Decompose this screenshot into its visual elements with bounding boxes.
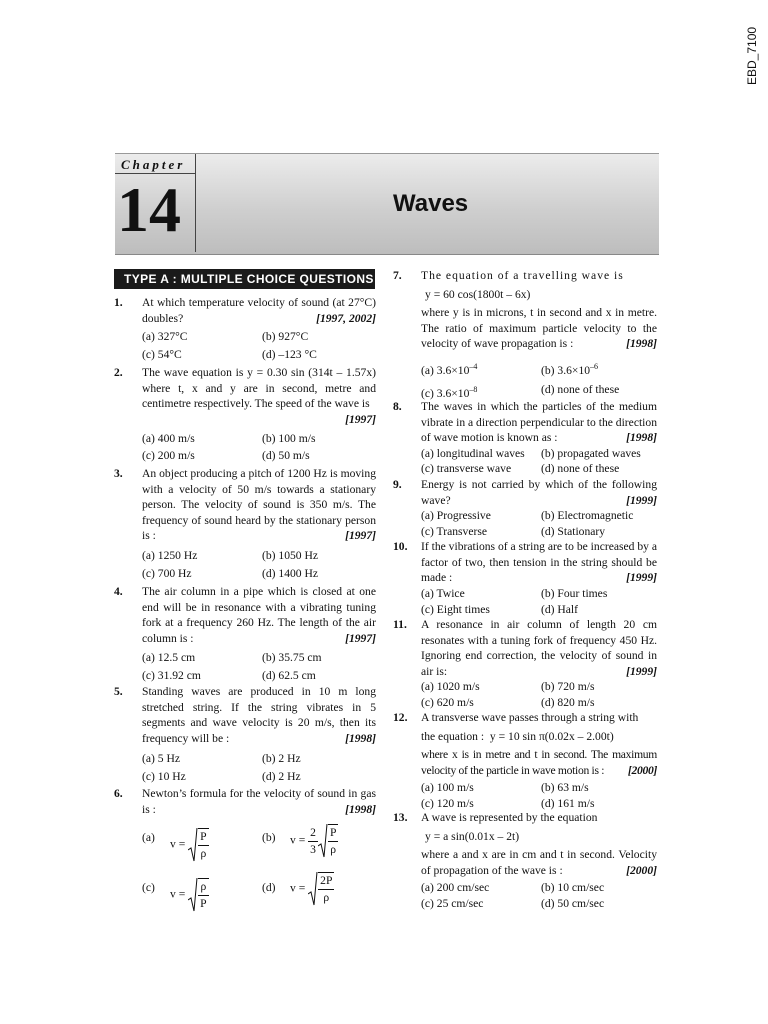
equation: y = 10 sin π(0.02x – 2.00t) [489, 729, 614, 743]
option-d[interactable]: (d) 50 m/s [262, 449, 310, 462]
question-year: [1997] [345, 529, 376, 543]
equation-prefix: the equation : [421, 729, 485, 743]
numerator: 2P [318, 873, 334, 890]
question-stem: Standing waves are produced in 10 m long stretched string. If the string vibrates in 5 segments and wave velocity is 20 m/s, then its frequency will be : [142, 685, 376, 745]
question-text [421, 399, 657, 446]
question-year: [1997] [345, 412, 376, 426]
question-number: 10. [393, 540, 408, 553]
option-label: (d) [262, 881, 276, 894]
exponent: –8 [469, 385, 478, 394]
question-text [142, 584, 376, 646]
option-c[interactable]: (c) 54°C [142, 348, 182, 361]
question-text [142, 365, 376, 427]
question-number: 7. [393, 269, 402, 282]
formula-v: v = [170, 887, 186, 901]
numerator: 2 [308, 825, 318, 842]
question-year: [1998] [626, 431, 657, 445]
question-number: 11. [393, 618, 407, 631]
question-stem: The air column in a pipe which is closed at one end will be in resonance with a vibrating tuning fork at a frequency 260 Hz. The length of the air column is : [142, 585, 376, 645]
denominator: 3 [310, 842, 316, 856]
option-b[interactable]: (b) 10 cm/sec [541, 881, 605, 894]
option-a[interactable] [421, 359, 477, 378]
question-year: [2000] [626, 863, 657, 877]
question-year: [1999] [626, 571, 657, 585]
option-a[interactable]: (a) Twice [421, 587, 465, 600]
option-b[interactable]: (b) 63 m/s [541, 781, 589, 794]
formula-v: v = [290, 833, 306, 847]
option-a[interactable]: (a) 5 Hz [142, 752, 180, 765]
option-b[interactable] [262, 825, 337, 856]
question-text [421, 617, 657, 679]
option-d[interactable]: (d) none of these [541, 383, 620, 396]
option-d[interactable]: (d) none of these [541, 462, 620, 475]
question-stem-cont: where x is in metre and t in second. The maximum velocity of the particle in wave motion is : [421, 748, 657, 777]
question-text [421, 710, 657, 778]
question-number: 5. [114, 685, 123, 698]
formula-d [290, 872, 334, 906]
question-text [142, 466, 376, 544]
option-d[interactable]: (d) 62.5 cm [262, 669, 316, 682]
question-year: [1997, 2002] [316, 311, 376, 325]
option-a[interactable]: (a) 400 m/s [142, 432, 195, 445]
question-year: [1998] [626, 337, 657, 351]
chapter-banner [115, 153, 659, 255]
chapter-label: Chapter [121, 157, 186, 172]
question-stem-2 [421, 305, 657, 352]
option-b[interactable] [541, 359, 598, 378]
question-number: 6. [114, 787, 123, 800]
numerator: P [198, 829, 208, 846]
page-code-text: EBD_7100 [745, 26, 759, 85]
option-c[interactable]: (c) Transverse [421, 525, 488, 538]
option-d[interactable]: (d) 1400 Hz [262, 567, 319, 580]
fraction [328, 824, 338, 857]
fraction [198, 828, 208, 861]
option-b[interactable]: (b) 720 m/s [541, 680, 595, 693]
question-text [421, 810, 657, 878]
exponent: –4 [469, 362, 478, 371]
question-stem: Energy is not carried by which of the following wave? [421, 478, 657, 507]
option-b[interactable]: (b) 2 Hz [262, 752, 301, 765]
option-a[interactable]: (a) 100 m/s [421, 781, 474, 794]
option-c[interactable]: (c) 25 cm/sec [421, 897, 484, 910]
question-stem: The waves in which the particles of the medium vibrate in a direction perpendicular to the direction of wave motion is known as : [421, 400, 657, 445]
option-label: (a) [142, 831, 155, 844]
question-year: [2000] [627, 763, 657, 777]
question-year: [1997] [345, 631, 376, 645]
option-c[interactable]: (c) transverse wave [421, 462, 512, 475]
numerator: P [328, 825, 338, 842]
option-a[interactable]: (a) 200 cm/sec [421, 881, 490, 894]
equation-line [421, 729, 657, 745]
question-text [142, 295, 376, 326]
option-c[interactable]: (c) 700 Hz [142, 567, 192, 580]
option-d[interactable]: (d) 820 m/s [541, 696, 595, 709]
question-stem-2 [421, 747, 657, 778]
question-stem: A wave is represented by the equation [421, 811, 598, 824]
formula-b [290, 824, 338, 858]
option-d[interactable] [262, 874, 333, 904]
chapter-title: Waves [393, 190, 469, 217]
fraction [198, 878, 208, 911]
option-b[interactable]: (b) 1050 Hz [262, 549, 319, 562]
option-a[interactable]: (a) 12.5 cm [142, 651, 196, 664]
question-stem: A transverse wave passes through a string with [421, 711, 639, 724]
chapter-box [115, 154, 196, 252]
sqrt-sign [308, 872, 318, 906]
denominator: ρ [323, 891, 330, 904]
question-year: [1998] [345, 802, 376, 816]
question-number: 9. [393, 478, 402, 491]
option-c[interactable]: (c) 120 m/s [421, 797, 474, 810]
option-text: (a) 3.6×10 [421, 363, 470, 377]
option-b[interactable]: (b) 927°C [262, 330, 309, 343]
numerator: ρ [198, 879, 208, 896]
equation: y = a sin(0.01x – 2t) [425, 829, 520, 843]
option-a[interactable]: (a) 327°C [142, 330, 188, 343]
question-text [142, 786, 376, 817]
option-c[interactable]: (c) 620 m/s [421, 696, 474, 709]
question-stem: A resonance in air column of length 20 cm resonates with a tuning fork of frequency 450 Hz. Ignoring end correction, the velocity of sound in air is: [421, 618, 657, 678]
option-d[interactable]: (d) Stationary [541, 525, 606, 538]
question-year: [1999] [626, 664, 657, 678]
question-number: 3. [114, 467, 123, 480]
option-b[interactable]: (b) Four times [541, 587, 608, 600]
option-b[interactable]: (b) 100 m/s [262, 432, 316, 445]
exponent: –6 [590, 362, 599, 371]
option-b[interactable]: (b) 35.75 cm [262, 651, 322, 664]
option-c[interactable] [142, 880, 207, 910]
option-d[interactable]: (d) 161 m/s [541, 797, 595, 810]
option-text: (c) 3.6×10 [421, 386, 470, 400]
option-label: (b) [262, 831, 276, 844]
formula-v: v = [290, 881, 306, 895]
denominator: ρ [330, 843, 337, 856]
option-a[interactable]: (a) Progressive [421, 509, 491, 522]
section-heading: TYPE A : MULTIPLE CHOICE QUESTIONS [114, 269, 375, 289]
option-b[interactable]: (b) propagated waves [541, 447, 641, 460]
question-number: 13. [393, 811, 408, 824]
question-text [421, 539, 657, 586]
option-d[interactable]: (d) –123 °C [262, 348, 317, 361]
option-d[interactable]: (d) Half [541, 603, 579, 616]
option-d[interactable]: (d) 2 Hz [262, 770, 301, 783]
question-stem: The equation of a travelling wave is [421, 269, 624, 282]
option-text: (b) 3.6×10 [541, 363, 591, 377]
sqrt-sign [188, 828, 198, 862]
option-c[interactable]: (c) 10 Hz [142, 770, 186, 783]
option-b[interactable]: (b) Electromagnetic [541, 509, 634, 522]
option-label: (c) [142, 881, 155, 894]
question-stem: Newton’s formula for the velocity of sound in gas is : [142, 787, 376, 816]
question-number: 12. [393, 711, 408, 724]
question-stem: If the vibrations of a string are to be increased by a factor of two, then tension in the string should be made : [421, 540, 657, 585]
page-code [722, 18, 762, 98]
question-stem: An object producing a pitch of 1200 Hz is moving with a velocity of 50 m/s towards a stationary person. The velocity of sound is 350 m/s. The frequency of sound heard by the stationary person is : [142, 467, 376, 543]
option-a[interactable]: (a) 1250 Hz [142, 549, 198, 562]
question-year: [1999] [626, 493, 657, 507]
option-a[interactable] [142, 830, 207, 860]
question-text [421, 268, 657, 352]
sqrt-sign [318, 824, 328, 858]
question-stem-cont: where y is in microns, t in second and x in metre. The ratio of maximum particle velocity to the velocity of wave propagation is : [421, 306, 657, 351]
question-stem-2 [421, 847, 657, 878]
formula-a [170, 828, 209, 862]
chapter-number: 14 [117, 174, 181, 245]
question-stem-cont: where a and x are in cm and t in second. Velocity of propagation of the wave is : [421, 848, 657, 877]
formula-v: v = [170, 837, 186, 851]
sqrt-sign [188, 878, 198, 912]
question-year: [1998] [345, 731, 376, 745]
option-d[interactable]: (d) 50 cm/sec [541, 897, 605, 910]
denominator: ρ [200, 847, 207, 860]
question-stem: At which temperature velocity of sound (at 27°C) doubles? [142, 296, 376, 325]
option-a[interactable]: (a) 1020 m/s [421, 680, 480, 693]
question-number: 2. [114, 366, 123, 379]
formula-c [170, 878, 209, 912]
question-number: 8. [393, 400, 402, 413]
option-a[interactable]: (a) longitudinal waves [421, 447, 525, 460]
question-stem: The wave equation is y = 0.30 sin (314t – 1.57x) where t, x and y are in second, metre and centimetre respectively. The speed of the wave is [142, 366, 376, 411]
option-c[interactable]: (c) 200 m/s [142, 449, 195, 462]
question-text [421, 477, 657, 508]
option-c[interactable]: (c) 31.92 cm [142, 669, 201, 682]
question-number: 1. [114, 296, 123, 309]
question-6 [114, 786, 376, 916]
fraction [318, 872, 334, 905]
equation: y = 60 cos(1800t – 6x) [425, 287, 531, 301]
option-c[interactable]: (c) Eight times [421, 603, 490, 616]
denominator: P [200, 897, 207, 910]
question-number: 4. [114, 585, 123, 598]
question-text [142, 684, 376, 746]
fraction [308, 825, 318, 857]
